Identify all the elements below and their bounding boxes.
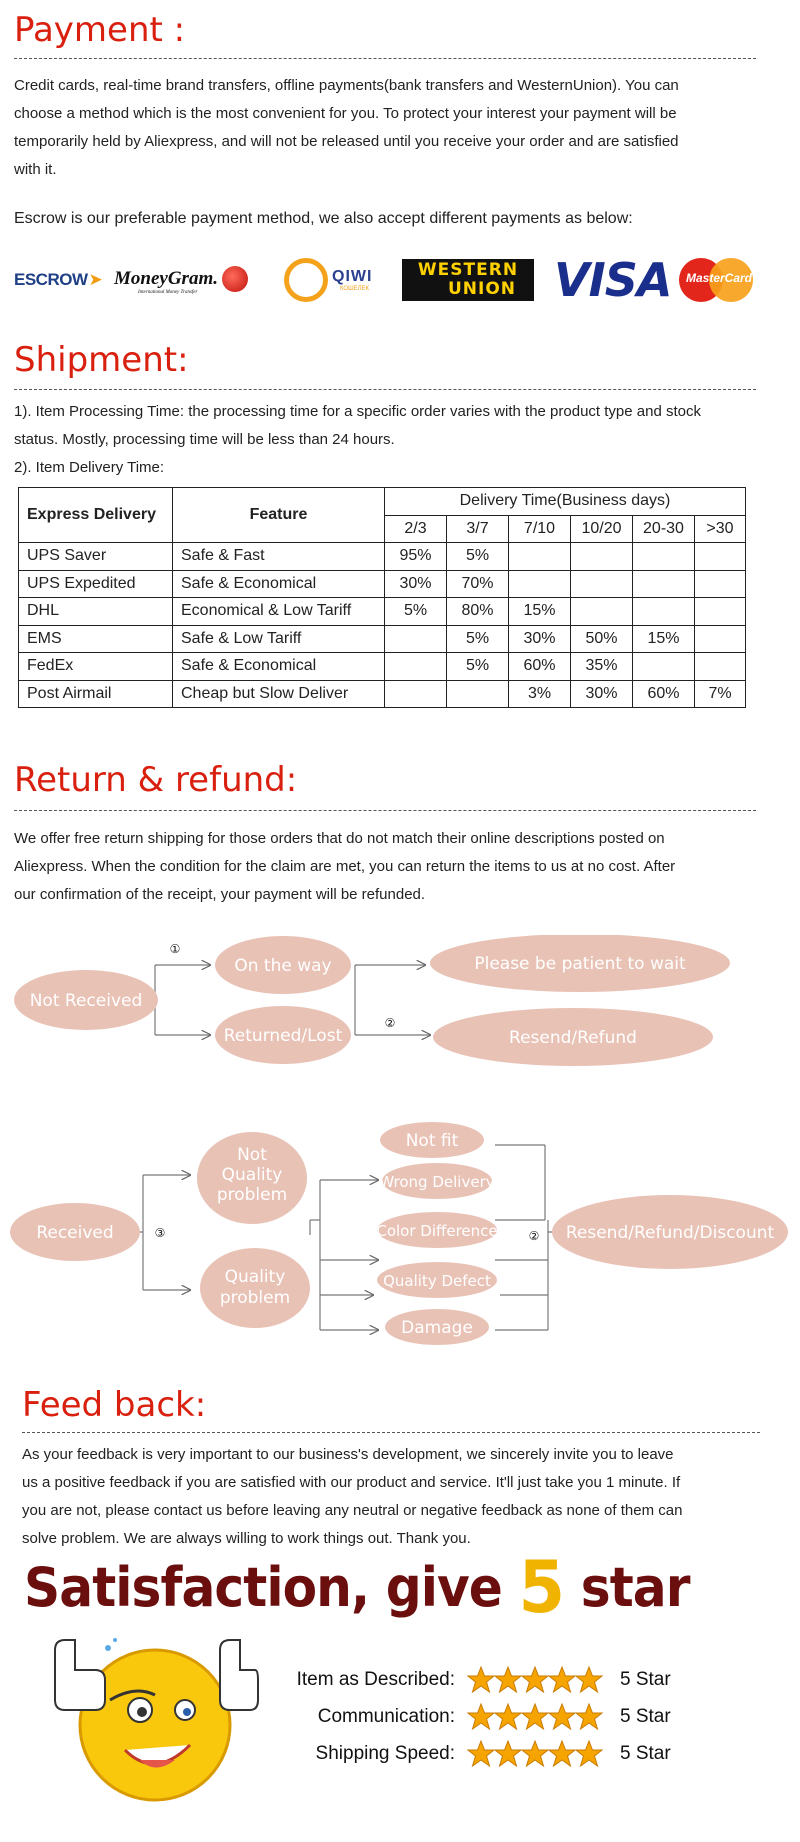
percent-cell: 35%: [571, 653, 633, 681]
col-feature: Feature: [173, 488, 385, 543]
table-header-row: [19, 488, 746, 516]
percent-cell: [385, 625, 447, 653]
visa-logo: VISA: [554, 253, 672, 307]
percent-cell: 50%: [571, 625, 633, 653]
not-received-flow-diagram: [0, 935, 800, 1085]
table-row: [19, 543, 746, 571]
day-range-header: >30: [695, 515, 746, 543]
qiwi-subtext: КОШЕЛЕК: [340, 286, 370, 292]
received-flow-diagram: [0, 1115, 800, 1365]
feedback-line: us a positive feedback if you are satisfied with our product and service. It'll just take you 1 minute. If: [22, 1474, 681, 1491]
percent-cell: [571, 543, 633, 571]
rating-shipping-speed: [250, 1739, 750, 1769]
feature-cell: Economical & Low Tariff: [173, 598, 385, 626]
mastercard-logo-text: MasterCard: [685, 271, 753, 285]
on-the-way-label: On the way: [234, 956, 332, 976]
payment-line: choose a method which is the most convenient for you. To protect your interest your payment will be: [14, 105, 677, 122]
feedback-line: As your feedback is very important to our business's development, we sincerely invite you to leave: [22, 1446, 674, 1463]
not-quality-label-2: Quality: [221, 1165, 283, 1185]
refund-line: our confirmation of the receipt, your payment will be refunded.: [14, 886, 426, 903]
quality-defect-label: Quality Defect: [383, 1272, 491, 1290]
percent-cell: [571, 570, 633, 598]
col-express-delivery: Express Delivery: [19, 488, 173, 543]
step-2-marker: ②: [384, 1016, 396, 1030]
western-union-logo: [402, 259, 534, 301]
rating-item-as-described: [250, 1665, 750, 1695]
five-stars-icon: [467, 1665, 607, 1695]
feedback-line: you are not, please contact us before leaving any neutral or negative feedback as none of them can: [22, 1502, 683, 1519]
percent-cell: [509, 543, 571, 571]
table-row: [19, 570, 746, 598]
table-row: [19, 625, 746, 653]
rating-value: 5 Star: [620, 1669, 671, 1690]
table-row: [19, 680, 746, 708]
payment-paragraph: [14, 72, 759, 184]
percent-cell: [633, 598, 695, 626]
qiwi-circle-icon: [284, 258, 328, 302]
day-range-header: 3/7: [447, 515, 509, 543]
qiwi-logo: [284, 255, 372, 305]
day-range-header: 10/20: [571, 515, 633, 543]
percent-cell: 80%: [447, 598, 509, 626]
percent-cell: [695, 570, 746, 598]
payment-line: with it.: [14, 161, 57, 178]
feature-cell: Cheap but Slow Deliver: [173, 680, 385, 708]
wrong-delivery-label: Wrong Delivery: [379, 1173, 495, 1191]
table-row: [19, 598, 746, 626]
percent-cell: 15%: [509, 598, 571, 626]
percent-cell: [695, 543, 746, 571]
percent-cell: 30%: [385, 570, 447, 598]
percent-cell: 15%: [633, 625, 695, 653]
percent-cell: 5%: [385, 598, 447, 626]
percent-cell: 5%: [447, 653, 509, 681]
step-2-marker: ②: [528, 1229, 540, 1243]
percent-cell: [695, 653, 746, 681]
not-received-label: Not Received: [29, 991, 143, 1011]
percent-cell: 60%: [633, 680, 695, 708]
percent-cell: [695, 598, 746, 626]
day-range-header: 20-30: [633, 515, 695, 543]
color-difference-label: Color Difference: [376, 1222, 498, 1240]
refund-line: We offer free return shipping for those orders that do not match their online descriptions posted on: [14, 830, 665, 847]
percent-cell: [633, 570, 695, 598]
percent-cell: 30%: [571, 680, 633, 708]
mastercard-logo: [679, 255, 759, 305]
five-stars-icon: [467, 1739, 607, 1769]
quality-label-2: problem: [219, 1288, 291, 1308]
payment-line: temporarily held by Aliexpress, and will not be released until you receive your order and are satisfied: [14, 133, 679, 150]
refund-paragraph: [14, 825, 759, 909]
percent-cell: 5%: [447, 543, 509, 571]
not-quality-label-3: problem: [216, 1185, 288, 1205]
resend-refund-label: Resend/Refund: [509, 1028, 637, 1048]
quality-label-1: Quality: [224, 1267, 286, 1287]
delivery-time-table: [18, 487, 746, 708]
chevron-right-icon: ➤: [88, 270, 103, 289]
globe-icon: [222, 266, 248, 292]
carrier-cell: Post Airmail: [19, 680, 173, 708]
feature-cell: Safe & Economical: [173, 570, 385, 598]
western-union-line2: UNION: [447, 279, 517, 299]
rating-label: Item as Described:: [296, 1669, 455, 1690]
shipment-line: 1). Item Processing Time: the processing time for a specific order varies with the product type and stock: [14, 403, 701, 420]
satisfaction-slogan: [24, 1545, 690, 1629]
moneygram-subtext: International Money Transfer: [138, 289, 198, 295]
shipment-paragraph: [14, 398, 759, 482]
percent-cell: [695, 625, 746, 653]
rating-value: 5 Star: [620, 1706, 671, 1727]
percent-cell: 30%: [509, 625, 571, 653]
percent-cell: [633, 653, 695, 681]
percent-cell: 70%: [447, 570, 509, 598]
carrier-cell: UPS Saver: [19, 543, 173, 571]
not-fit-label: Not fit: [405, 1131, 459, 1151]
not-quality-label-1: Not: [237, 1145, 267, 1165]
western-union-line1: WESTERN: [417, 260, 519, 280]
refund-title: Return & refund:: [14, 760, 298, 800]
step-3-marker: ③: [154, 1226, 166, 1240]
day-range-header: 7/10: [509, 515, 571, 543]
refund-line: Aliexpress. When the condition for the claim are met, you can return the items to us at no cost. After: [14, 858, 676, 875]
rating-value: 5 Star: [620, 1743, 671, 1764]
percent-cell: 60%: [509, 653, 571, 681]
carrier-cell: FedEx: [19, 653, 173, 681]
resend-refund-discount-label: Resend/Refund/Discount: [565, 1223, 775, 1243]
rating-label: Communication:: [317, 1706, 455, 1727]
shipment-line: 2). Item Delivery Time:: [14, 459, 165, 476]
percent-cell: 7%: [695, 680, 746, 708]
shipment-divider: [14, 389, 756, 390]
table-row: [19, 653, 746, 681]
percent-cell: [447, 680, 509, 708]
percent-cell: [385, 680, 447, 708]
escrow-logo-text: ESCROW: [14, 270, 88, 289]
smiley-thumbs-up-icon: [40, 1630, 260, 1830]
carrier-cell: EMS: [19, 625, 173, 653]
qiwi-logo-text: QIWI: [332, 268, 373, 285]
percent-cell: [509, 570, 571, 598]
rating-label: Shipping Speed:: [315, 1743, 455, 1764]
percent-cell: 95%: [385, 543, 447, 571]
escrow-note: Escrow is our preferable payment method, we also accept different payments as below:: [14, 210, 633, 227]
step-1-marker: ①: [169, 942, 181, 956]
feature-cell: Safe & Economical: [173, 653, 385, 681]
shipment-title: Shipment:: [14, 340, 189, 380]
payment-logos: [14, 255, 759, 305]
payment-divider: [14, 58, 756, 59]
shipment-line: status. Mostly, processing time will be less than 24 hours.: [14, 431, 395, 448]
percent-cell: [385, 653, 447, 681]
feedback-title: Feed back:: [22, 1385, 207, 1425]
percent-cell: 3%: [509, 680, 571, 708]
percent-cell: 5%: [447, 625, 509, 653]
payment-title: Payment :: [14, 10, 186, 50]
feature-cell: Safe & Low Tariff: [173, 625, 385, 653]
five-stars-icon: [467, 1702, 607, 1732]
slogan-text-2: star: [580, 1556, 690, 1619]
moneygram-logo: [114, 255, 248, 305]
escrow-logo: [14, 255, 102, 305]
feature-cell: Safe & Fast: [173, 543, 385, 571]
damage-label: Damage: [401, 1318, 473, 1338]
feedback-paragraph: [22, 1441, 767, 1553]
slogan-text-1: Satisfaction, give: [24, 1556, 502, 1619]
please-be-patient-label: Please be patient to wait: [474, 954, 686, 974]
percent-cell: [633, 543, 695, 571]
rating-communication: [250, 1702, 750, 1732]
percent-cell: [571, 598, 633, 626]
feedback-line: solve problem. We are always willing to work things out. Thank you.: [22, 1530, 471, 1547]
slogan-five: 5: [518, 1545, 565, 1629]
day-range-header: 2/3: [385, 515, 447, 543]
feedback-divider: [22, 1432, 760, 1433]
col-delivery-time: Delivery Time(Business days): [385, 488, 746, 516]
payment-line: Credit cards, real-time brand transfers, offline payments(bank transfers and WesternUnion). You can: [14, 77, 679, 94]
refund-divider: [14, 810, 756, 811]
carrier-cell: UPS Expedited: [19, 570, 173, 598]
carrier-cell: DHL: [19, 598, 173, 626]
received-label: Received: [36, 1223, 114, 1243]
moneygram-logo-text: MoneyGram.: [114, 267, 218, 289]
returned-lost-label: Returned/Lost: [223, 1026, 343, 1046]
